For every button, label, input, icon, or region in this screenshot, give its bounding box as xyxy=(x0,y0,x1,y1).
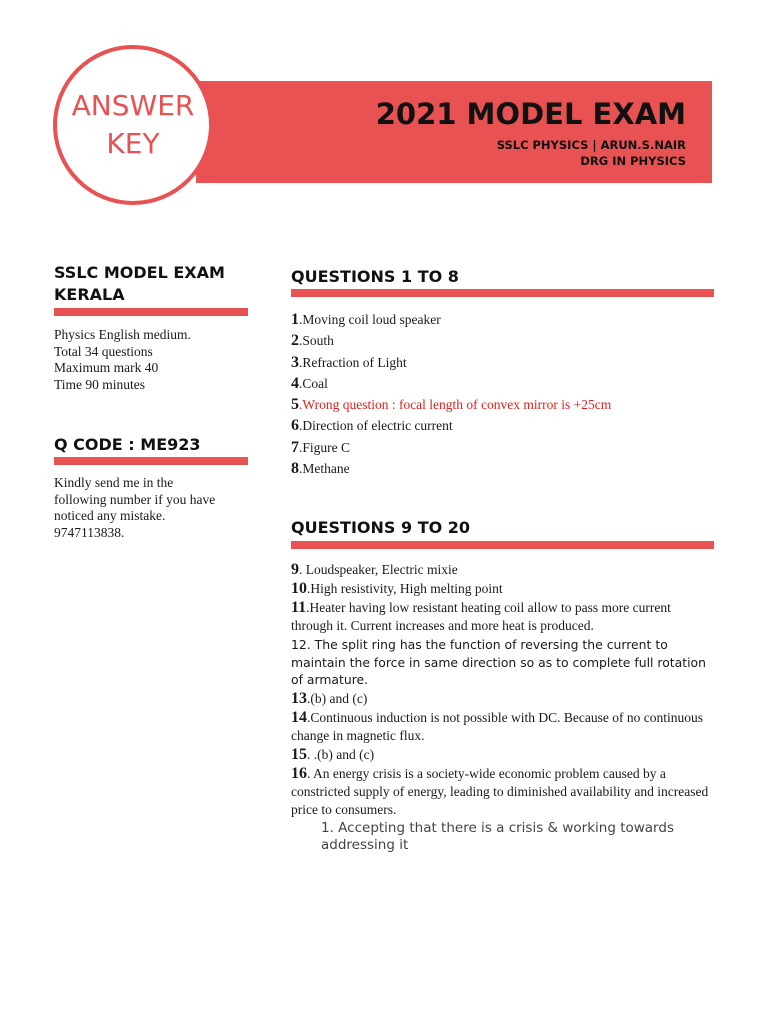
answer-text: .High resistivity, High melting point xyxy=(307,581,503,596)
badge-line2: KEY xyxy=(106,127,160,160)
answer-text: .Continuous induction is not possible with DC. Because of no continuous change in magnetic flux. xyxy=(291,709,703,743)
badge-line1: ANSWER xyxy=(71,89,195,122)
note-line: Kindly send me in the xyxy=(54,475,174,490)
exam-subtitle-line2: DRG IN PHYSICS xyxy=(580,154,686,168)
answer-number: 13 xyxy=(291,689,307,707)
answer-item xyxy=(291,709,716,745)
answer-item xyxy=(291,330,721,351)
answer-text: .Methane xyxy=(299,461,350,477)
answer-number: 9 xyxy=(291,561,299,578)
note-line: following number if you have xyxy=(54,491,216,507)
answer-text: . .(b) and (c) xyxy=(307,746,375,762)
answer-number: 5 xyxy=(291,396,299,414)
qcode-heading: Q CODE : ME923 xyxy=(54,435,201,454)
answer-item xyxy=(291,580,716,598)
answer-number: 8 xyxy=(291,460,299,478)
section1-answers xyxy=(291,309,721,479)
answer-item xyxy=(291,352,721,373)
answer-number: 11 xyxy=(291,599,307,616)
exam-info-line: Total 34 questions xyxy=(54,343,153,359)
answer-item xyxy=(291,561,716,579)
answer-number: 7 xyxy=(291,438,299,456)
answer-text: .Figure C xyxy=(299,439,351,455)
answer-sublist xyxy=(291,820,716,854)
answer-text: .Refraction of Light xyxy=(299,354,407,370)
answer-number: 2 xyxy=(291,332,299,350)
answer-item xyxy=(291,746,716,764)
answer-number: 3 xyxy=(291,353,299,371)
answer-item xyxy=(291,690,716,708)
answer-number: 4 xyxy=(291,374,299,392)
exam-heading: SSLC MODEL EXAM KERALA xyxy=(54,263,225,304)
answer-text: . Loudspeaker, Electric mixie xyxy=(299,562,458,577)
answer-item xyxy=(291,415,721,436)
answer-item xyxy=(291,437,721,458)
answer-text: .South xyxy=(299,333,334,349)
answer-text: .(b) and (c) xyxy=(307,690,368,706)
exam-title: 2021 MODEL EXAM xyxy=(375,97,686,131)
answer-text: 12. The split ring has the function of reversing the current to maintain the force in same direction so as to complete full rotation of armature. xyxy=(291,637,706,687)
section2-rule xyxy=(291,541,714,549)
exam-info-line: Time 90 minutes xyxy=(54,376,146,392)
answer-key-badge xyxy=(53,45,213,205)
answer-number: 6 xyxy=(291,417,299,435)
answer-item xyxy=(291,636,716,689)
section1-heading: QUESTIONS 1 TO 8 xyxy=(291,267,459,286)
header-banner xyxy=(196,81,712,183)
exam-heading-rule xyxy=(54,308,248,316)
answer-item-error xyxy=(291,394,721,415)
answer-number: 14 xyxy=(291,708,307,726)
exam-subtitle xyxy=(497,137,686,169)
answer-item xyxy=(291,373,721,394)
answer-text: .Coal xyxy=(299,375,328,391)
note-line: noticed any mistake. xyxy=(54,508,166,523)
exam-info xyxy=(54,327,191,393)
exam-subtitle-line1: SSLC PHYSICS | ARUN.S.NAIR xyxy=(496,138,686,152)
answer-item xyxy=(291,765,716,819)
answer-text: .Wrong question : focal length of convex mirror is +25cm xyxy=(299,397,612,413)
answer-text: .Heater having low resistant heating coil allow to pass more current through it. Current increases and more heat is produced. xyxy=(291,600,671,633)
section1-rule xyxy=(291,289,714,297)
sublist-item: 1. Accepting that there is a crisis & working towards addressing it xyxy=(321,819,674,853)
answer-number: 10 xyxy=(291,580,307,597)
section2-heading: QUESTIONS 9 TO 20 xyxy=(291,518,471,537)
answer-text: . An energy crisis is a society-wide economic problem caused by a constricted supply of energy, leading to diminished availability and increased price to consumers. xyxy=(291,765,709,817)
note-line: 9747113838. xyxy=(54,524,125,540)
correction-note xyxy=(54,475,215,541)
answer-number: 16 xyxy=(291,764,307,782)
answer-text: .Moving coil loud speaker xyxy=(299,312,441,327)
exam-info-line: Physics English medium. xyxy=(54,327,191,342)
answer-item xyxy=(291,458,721,479)
answer-number: 1 xyxy=(291,311,299,328)
answer-number: 15 xyxy=(291,745,307,763)
qcode-rule xyxy=(54,457,248,465)
exam-info-line: Maximum mark 40 xyxy=(54,360,159,375)
section2-answers xyxy=(291,561,716,854)
answer-item xyxy=(291,599,716,635)
answer-text: .Direction of electric current xyxy=(299,418,453,434)
answer-item xyxy=(291,309,721,330)
